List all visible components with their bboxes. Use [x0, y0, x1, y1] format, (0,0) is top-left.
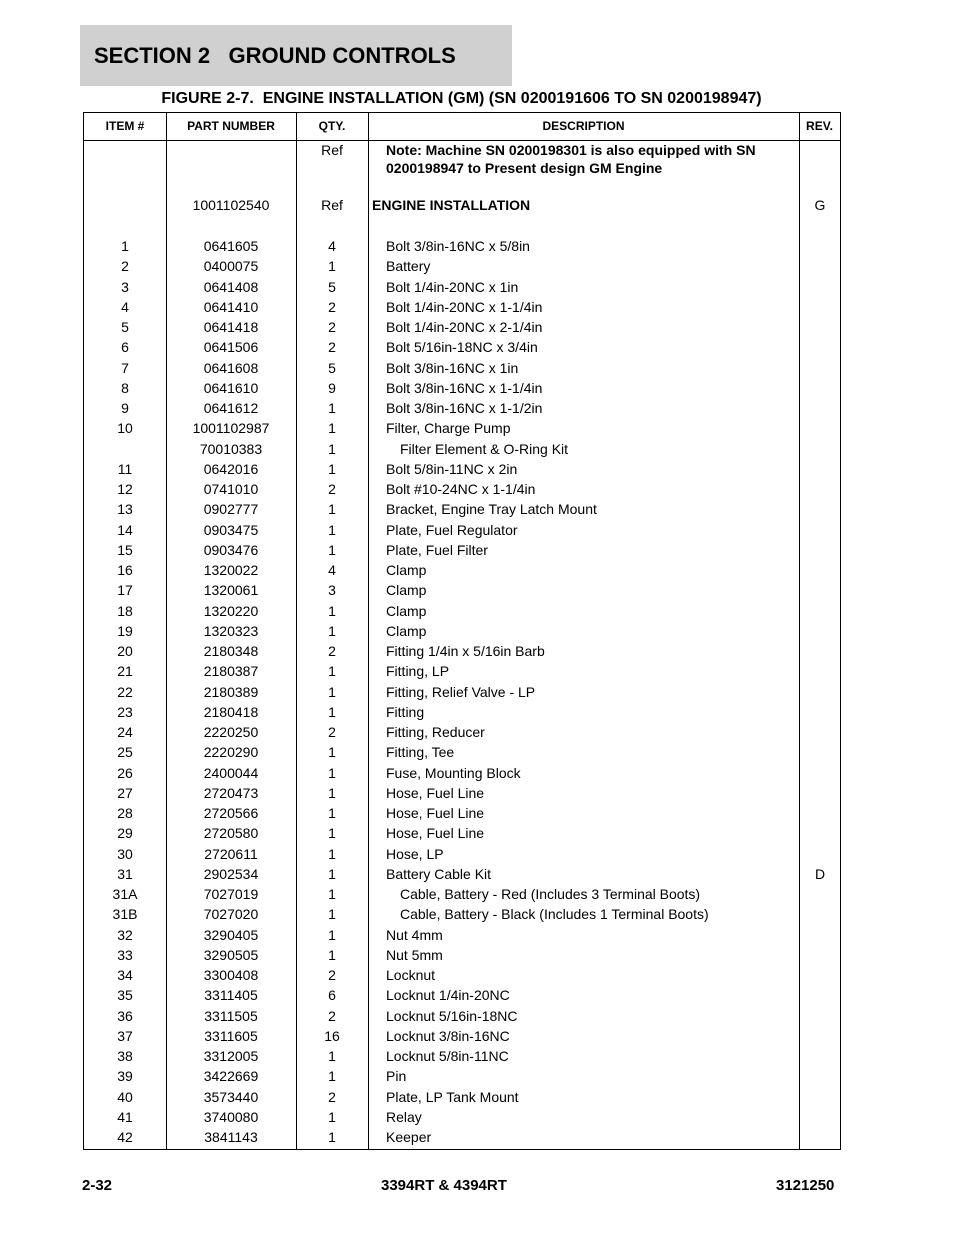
table-row [84, 580, 840, 600]
part-number: 0641610 [203, 379, 259, 396]
item-number: 4 [121, 298, 129, 315]
quantity: 1 [328, 784, 336, 801]
quantity: 6 [328, 987, 336, 1004]
item-number: 1 [121, 238, 129, 254]
quantity: 1 [328, 1068, 336, 1085]
item-number: 25 [117, 744, 133, 761]
quantity: 1 [328, 805, 336, 821]
table-row [84, 742, 840, 762]
description: Clamp [386, 562, 427, 578]
header-qty: QTY. [318, 119, 346, 133]
part-number: 0641408 [203, 278, 259, 295]
table-row [84, 783, 840, 803]
part-number: 2720580 [203, 825, 259, 842]
item-number: 31 [117, 865, 133, 882]
description: Locknut [386, 967, 436, 983]
quantity: 1 [328, 845, 336, 862]
description: Fitting, Reducer [386, 724, 485, 740]
table-row [84, 520, 840, 540]
part-number: 1320323 [203, 622, 259, 639]
part-number: 2720566 [203, 805, 259, 821]
part-number: 2180389 [203, 683, 259, 700]
table-row [84, 823, 840, 843]
item-number: 8 [121, 379, 129, 396]
quantity: 1 [328, 683, 336, 700]
description: Bolt 1/4in-20NC x 1in [386, 278, 519, 295]
table-row [84, 722, 840, 742]
item-number: 40 [117, 1088, 133, 1105]
quantity: 1 [328, 602, 336, 619]
part-number: 2902534 [203, 865, 259, 882]
quantity: 2 [328, 1007, 336, 1024]
description: Plate, Fuel Regulator [386, 521, 518, 538]
item-number: 15 [117, 541, 133, 558]
part-number: 0903475 [203, 521, 259, 538]
part-number: 3311505 [204, 1007, 258, 1024]
part-number: 0903476 [203, 541, 259, 558]
description: Bolt 1/4in-20NC x 2-1/4in [386, 319, 543, 335]
quantity: 3 [328, 582, 336, 599]
description: Fitting 1/4in x 5/16in Barb [386, 643, 545, 659]
revision: D [814, 865, 826, 882]
quantity: 1 [328, 764, 336, 781]
part-number: 3573440 [203, 1088, 259, 1105]
description: Filter, Charge Pump [386, 420, 511, 437]
table-row [84, 236, 840, 256]
quantity: 1 [328, 440, 336, 457]
footer-doc-number: 3121250 [776, 1177, 835, 1194]
description: Battery [386, 258, 431, 275]
table-row [84, 661, 840, 681]
part-number: 3290405 [203, 926, 259, 943]
table-header [84, 113, 840, 141]
description: Bolt 5/16in-18NC x 3/4in [386, 339, 538, 356]
item-number: 13 [117, 501, 133, 518]
part-number: 3841143 [204, 1129, 258, 1145]
table-row [84, 965, 840, 985]
description: Relay [386, 1108, 422, 1125]
part-number: 0642016 [203, 460, 259, 477]
item-number: 12 [117, 481, 133, 497]
table-row [84, 560, 840, 580]
item-number: 22 [117, 683, 133, 700]
quantity: 2 [328, 481, 336, 497]
description: Bolt 3/8in-16NC x 1-1/4in [386, 379, 543, 396]
quantity: 1 [328, 258, 336, 275]
item-number: 29 [117, 825, 133, 842]
item-number: 28 [117, 805, 133, 821]
table-row [84, 297, 840, 317]
assembly-description: ENGINE INSTALLATION [372, 197, 531, 213]
table-row [84, 1046, 840, 1066]
item-number: 24 [117, 724, 133, 740]
description: Fitting, Relief Valve - LP [386, 683, 536, 700]
description: Bolt 3/8in-16NC x 1in [386, 359, 519, 376]
table-row [84, 985, 840, 1005]
table-row [84, 1066, 840, 1086]
description: Nut 4mm [386, 926, 443, 943]
item-number: 35 [117, 987, 133, 1004]
header-part-number: PART NUMBER [187, 119, 275, 133]
description: Cable, Battery - Red (Includes 3 Terminal Boots) [400, 886, 701, 902]
quantity: 2 [328, 339, 336, 356]
description: Nut 5mm [386, 946, 443, 963]
item-number: 3 [121, 278, 129, 295]
item-number: 39 [117, 1068, 133, 1085]
item-number: 27 [117, 784, 133, 801]
item-number: 26 [117, 764, 133, 781]
table-row [84, 925, 840, 945]
part-number: 7027019 [203, 886, 259, 902]
figure-title: FIGURE 2-7. ENGINE INSTALLATION (GM) (SN 0200191606 TO SN 0200198947) [161, 90, 762, 107]
part-number: 2720473 [203, 784, 259, 801]
quantity: 1 [328, 622, 336, 639]
table-row [84, 277, 840, 297]
table-row [84, 621, 840, 641]
item-number: 6 [121, 339, 129, 356]
part-number: 2720611 [204, 845, 258, 862]
description: Clamp [386, 602, 427, 619]
table-row [84, 418, 840, 438]
part-number: 0741010 [203, 481, 259, 497]
table-row [84, 499, 840, 519]
description: Plate, Fuel Filter [386, 541, 488, 558]
part-number: 1001102987 [192, 420, 270, 437]
header-rev: REV. [806, 119, 833, 133]
quantity: 5 [328, 278, 336, 295]
part-number: 2220290 [203, 744, 259, 761]
quantity: 1 [328, 946, 336, 963]
quantity: 1 [328, 400, 336, 416]
quantity: 16 [324, 1027, 340, 1044]
quantity: 2 [328, 967, 336, 983]
description: Locknut 5/8in-11NC [386, 1048, 509, 1064]
quantity: 1 [328, 926, 336, 943]
quantity: 1 [328, 703, 336, 720]
part-number: 2180348 [203, 643, 259, 659]
quantity: 1 [328, 663, 336, 680]
quantity: 4 [328, 562, 336, 578]
quantity: 2 [328, 298, 336, 315]
part-number: 3740080 [203, 1108, 259, 1125]
item-number: 37 [117, 1027, 133, 1044]
item-number: 9 [121, 400, 129, 416]
note-description: Note: Machine SN 0200198301 is also equipped with SN 0200198947 to Present design GM Engine [386, 142, 756, 176]
item-number: 34 [117, 967, 133, 983]
item-number: 41 [117, 1108, 133, 1125]
quantity: 2 [328, 724, 336, 740]
parts-table [83, 112, 841, 1150]
item-number: 31A [112, 886, 138, 902]
description: Bolt 3/8in-16NC x 1-1/2in [386, 400, 543, 416]
item-number: 38 [117, 1048, 133, 1064]
part-number: 2180387 [203, 663, 259, 680]
table-row [84, 763, 840, 783]
item-number: 5 [121, 319, 129, 335]
assembly-qty: Ref [321, 197, 343, 213]
description: Keeper [386, 1129, 432, 1145]
item-number: 11 [117, 460, 133, 477]
footer-model: 3394RT & 4394RT [381, 1177, 507, 1194]
assembly-rev: G [814, 197, 826, 213]
description: Bolt 5/8in-11NC x 2in [386, 460, 518, 477]
table-row [84, 945, 840, 965]
description: Hose, Fuel Line [386, 784, 485, 801]
item-number: 10 [117, 420, 133, 437]
description: Hose, Fuel Line [386, 825, 485, 842]
description: Hose, LP [386, 845, 444, 862]
table-row [84, 358, 840, 378]
item-number: 30 [117, 845, 133, 862]
part-number: 3290505 [203, 946, 259, 963]
part-number: 70010383 [199, 440, 263, 457]
table-row [84, 459, 840, 479]
assembly-part-number: 1001102540 [192, 197, 270, 213]
part-number: 3422669 [203, 1068, 259, 1085]
quantity: 1 [328, 501, 336, 518]
description: Fuse, Mounting Block [386, 764, 521, 781]
table-row [84, 479, 840, 499]
item-number: 14 [117, 521, 133, 538]
table-row [84, 1087, 840, 1107]
part-number: 0400075 [203, 258, 259, 275]
part-number: 3311405 [204, 987, 258, 1004]
table-row [84, 1026, 840, 1046]
part-number: 2180418 [203, 703, 259, 720]
description: Fitting, LP [386, 663, 450, 680]
table-row [84, 803, 840, 823]
part-number: 3311605 [204, 1027, 258, 1044]
assembly-row [84, 195, 840, 215]
description: Pin [386, 1068, 407, 1085]
header-item: ITEM # [105, 119, 145, 133]
quantity: 1 [328, 1108, 336, 1125]
quantity: 1 [328, 1129, 336, 1145]
item-number: 33 [117, 946, 133, 963]
item-number: 42 [117, 1129, 133, 1145]
description: Bracket, Engine Tray Latch Mount [386, 501, 597, 518]
table-row [84, 398, 840, 418]
table-row [84, 884, 840, 904]
item-number: 21 [117, 663, 133, 680]
part-number: 0641418 [203, 319, 259, 335]
description: Battery Cable Kit [386, 865, 492, 882]
quantity: 2 [328, 319, 336, 335]
part-number: 3312005 [203, 1048, 259, 1064]
quantity: 5 [328, 359, 336, 376]
table-row [84, 682, 840, 702]
table-row [84, 256, 840, 276]
item-number: 2 [121, 258, 129, 275]
table-row [84, 378, 840, 398]
footer-page-number: 2-32 [82, 1177, 113, 1194]
table-row [84, 439, 840, 459]
quantity: 1 [328, 886, 336, 902]
header-description: DESCRIPTION [542, 119, 625, 133]
table-row [84, 540, 840, 560]
item-number: 32 [117, 926, 133, 943]
table-row [84, 317, 840, 337]
note-qty: Ref [321, 142, 343, 158]
quantity: 1 [328, 460, 336, 477]
quantity: 1 [328, 865, 336, 882]
quantity: 1 [328, 1048, 336, 1064]
description: Bolt #10-24NC x 1-1/4in [386, 481, 536, 497]
description: Locknut 3/8in-16NC [386, 1027, 510, 1044]
part-number: 7027020 [203, 906, 259, 923]
table-row [84, 1107, 840, 1127]
part-number: 1320022 [203, 562, 259, 578]
part-number: 1320061 [203, 582, 259, 599]
item-number: 7 [121, 359, 129, 376]
quantity: 1 [328, 744, 336, 761]
part-number: 1320220 [203, 602, 259, 619]
item-number: 23 [117, 703, 133, 720]
description: Fitting, Tee [386, 744, 455, 761]
description: Clamp [386, 622, 427, 639]
item-number: 19 [117, 622, 133, 639]
description: Bolt 3/8in-16NC x 5/8in [386, 238, 530, 254]
part-number: 2220250 [203, 724, 259, 740]
section-title: SECTION 2 GROUND CONTROLS [80, 25, 512, 86]
quantity: 2 [328, 643, 336, 659]
description: Fitting [386, 703, 425, 720]
quantity: 1 [328, 420, 336, 437]
quantity: 1 [328, 541, 336, 558]
part-number: 0902777 [203, 501, 259, 518]
description: Plate, LP Tank Mount [386, 1088, 519, 1105]
quantity: 1 [328, 825, 336, 842]
quantity: 9 [328, 379, 336, 396]
description: Cable, Battery - Black (Includes 1 Terminal Boots) [400, 906, 709, 923]
description: Bolt 1/4in-20NC x 1-1/4in [386, 298, 543, 315]
item-number: 31B [112, 906, 138, 923]
quantity: 2 [328, 1088, 336, 1105]
table-row [84, 1127, 840, 1147]
item-number: 36 [117, 1007, 133, 1024]
description: Hose, Fuel Line [386, 805, 485, 821]
description: Locknut 5/16in-18NC [386, 1007, 518, 1024]
table-row [84, 864, 840, 884]
table-row [84, 904, 840, 924]
quantity: 4 [328, 238, 336, 254]
part-number: 2400044 [203, 764, 259, 781]
quantity: 1 [328, 521, 336, 538]
description: Filter Element & O-Ring Kit [400, 440, 569, 457]
item-number: 20 [117, 643, 133, 659]
part-number: 0641410 [203, 298, 259, 315]
table-row [84, 601, 840, 621]
item-number: 16 [117, 562, 133, 578]
table-row [84, 844, 840, 864]
part-number: 0641605 [203, 238, 259, 254]
table-row [84, 337, 840, 357]
quantity: 1 [328, 906, 336, 923]
description: Clamp [386, 582, 427, 599]
table-row [84, 702, 840, 722]
part-number: 0641612 [203, 400, 259, 416]
description: Locknut 1/4in-20NC [386, 987, 510, 1004]
table-row [84, 1006, 840, 1026]
part-number: 0641506 [203, 339, 259, 356]
table-row [84, 641, 840, 661]
note-row [84, 140, 840, 180]
item-number: 17 [117, 582, 133, 599]
part-number: 0641608 [203, 359, 259, 376]
part-number: 3300408 [203, 967, 259, 983]
item-number: 18 [117, 602, 133, 619]
